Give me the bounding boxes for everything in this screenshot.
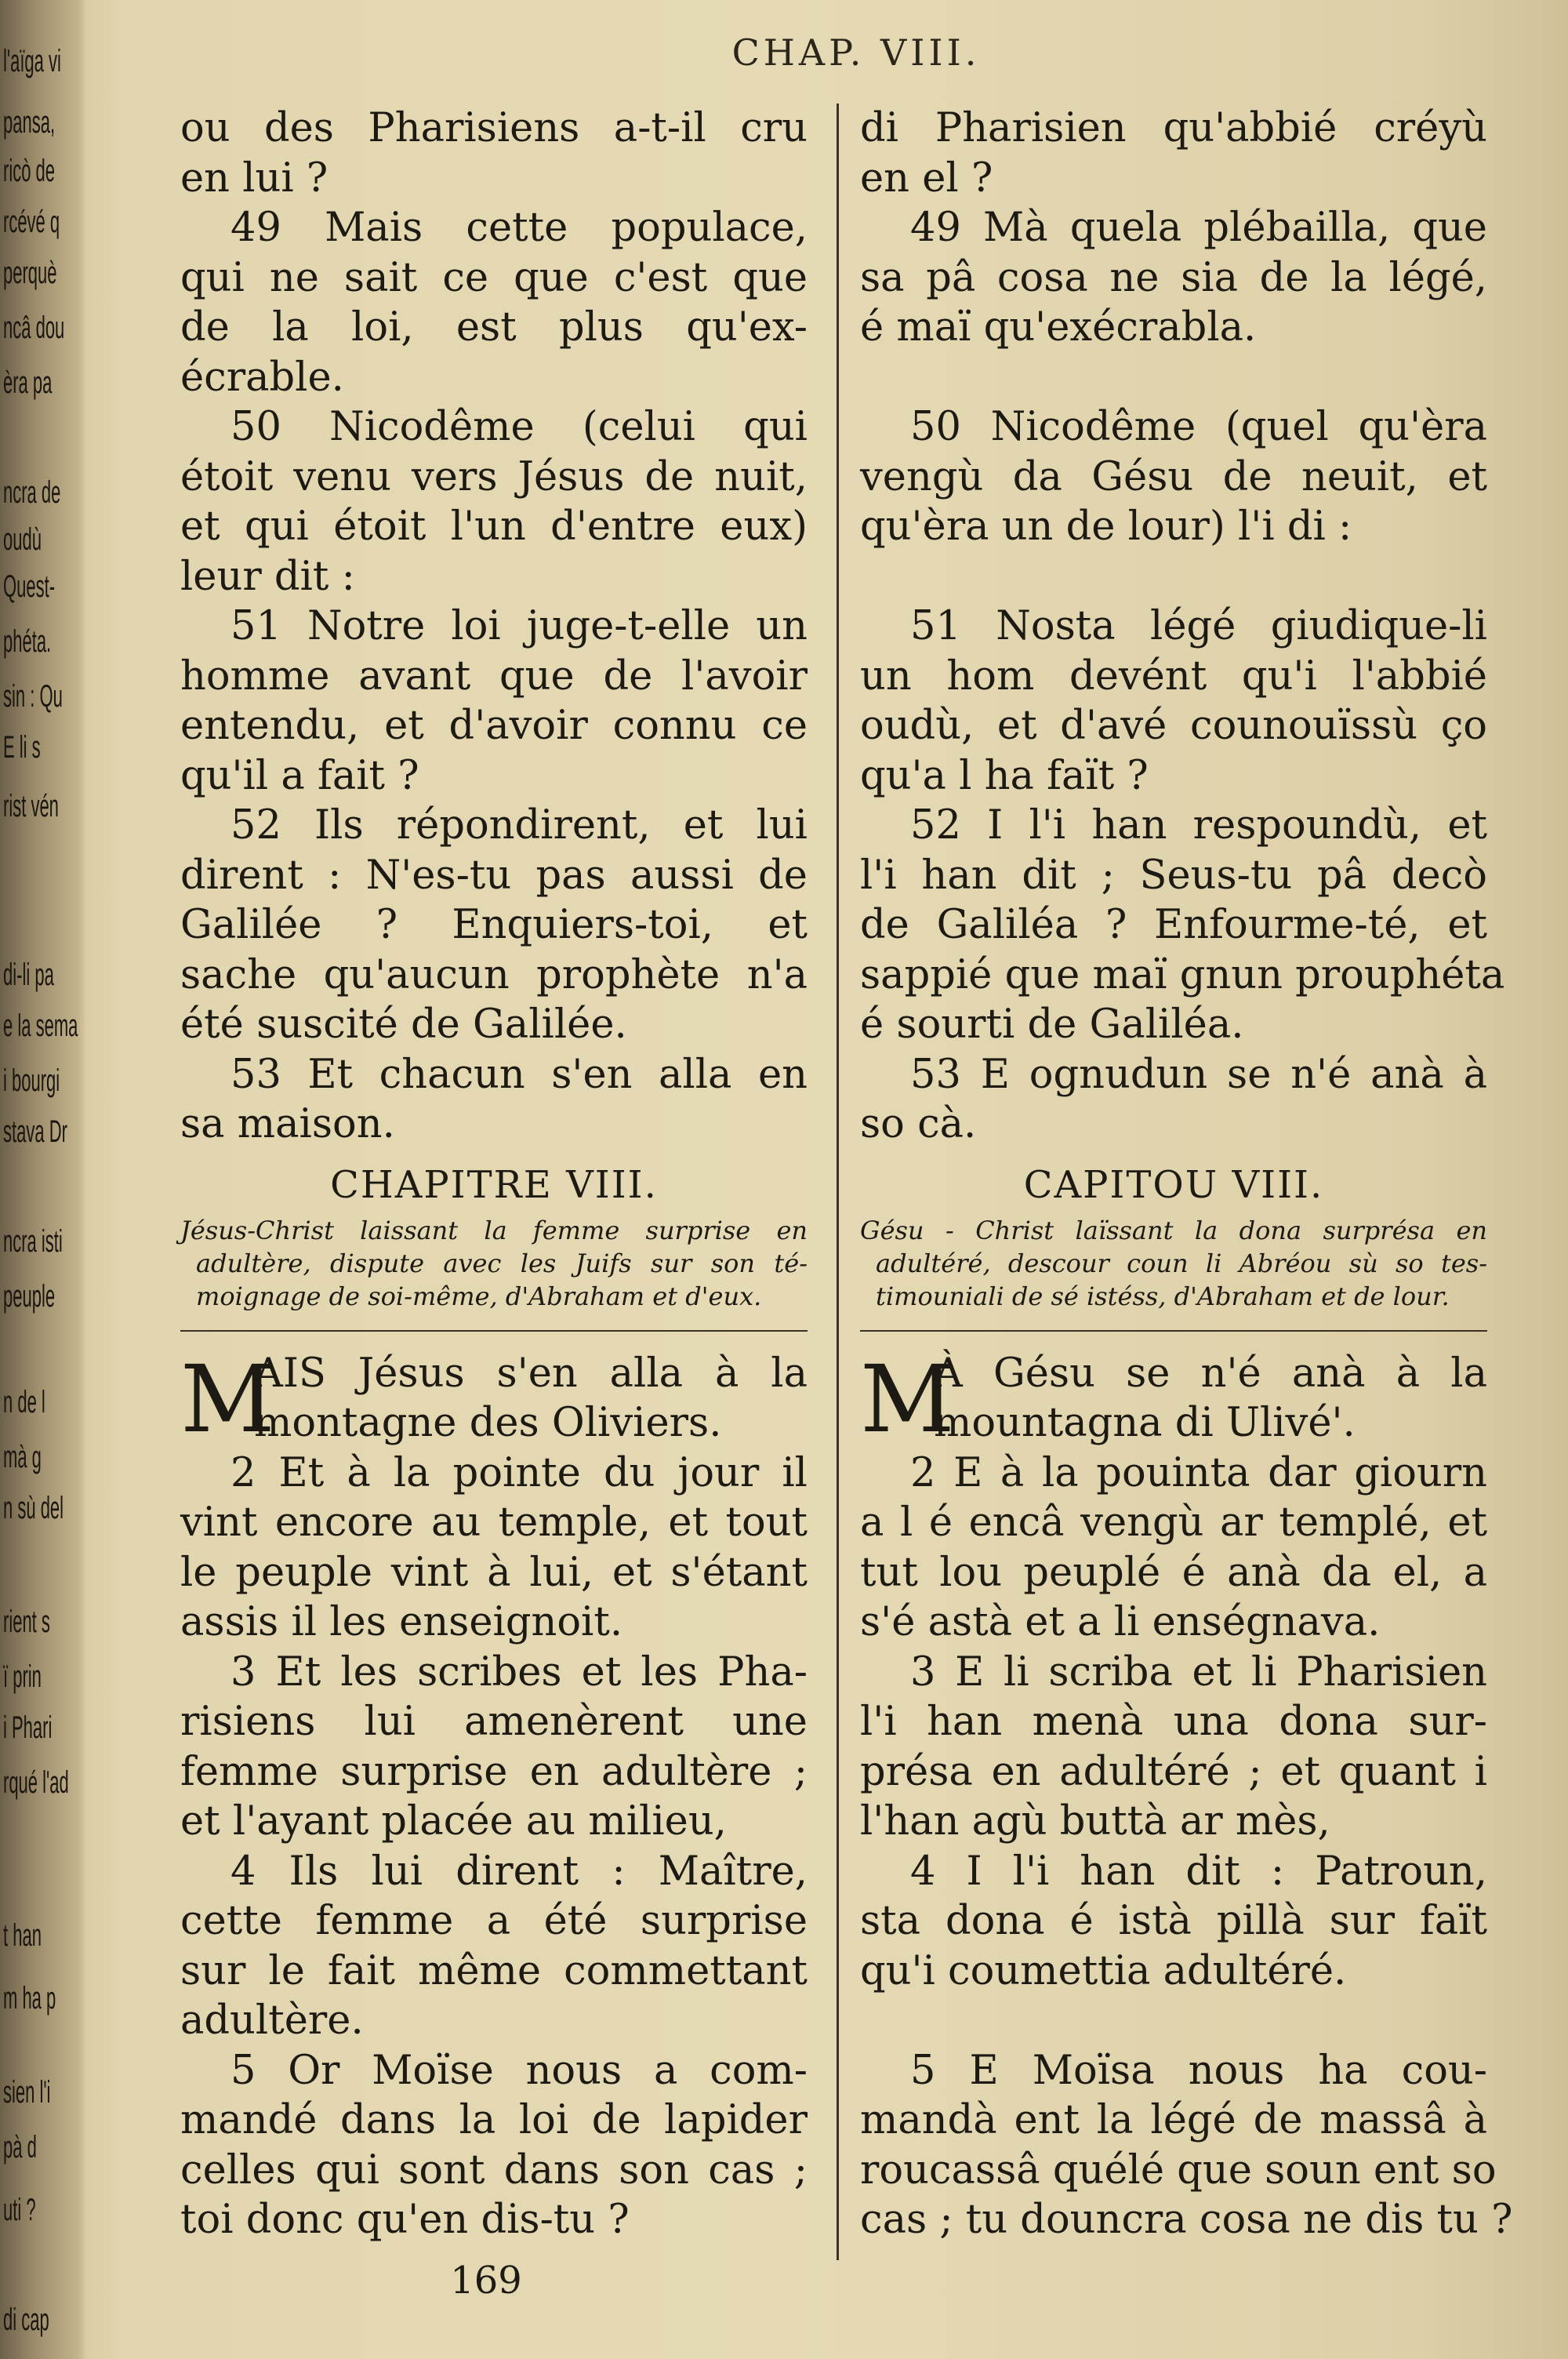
gutter-fragment: i bourgi: [3, 1063, 60, 1098]
verse-line: 5 E Moïsa nous ha cou-: [910, 2047, 1487, 2094]
text-line: mandà ent la légé de massâ à: [860, 2097, 1487, 2143]
verse-line: 51 Nosta légé giudique-li: [910, 603, 1487, 649]
gutter-fragment: phéta.: [3, 624, 52, 659]
verse-line: 50 Nicodême (celui qui: [230, 404, 808, 450]
verse-line: 53 E ognudun se n'é anà à: [910, 1051, 1487, 1098]
verse-line: 5 Or Moïse nous a com-: [230, 2047, 808, 2094]
summary-divider: [180, 1313, 808, 1332]
text-line: en el ?: [860, 154, 993, 202]
gutter-fragment: oudù: [3, 522, 42, 557]
text-line: sa pâ cosa ne sia de la légé,: [860, 254, 1487, 301]
french-column: [180, 104, 808, 2245]
gutter-fragment: sien l'i: [3, 2075, 51, 2110]
verse-line: 53 Et chacun s'en alla en: [230, 1051, 808, 1098]
verse-line: 2 Et à la pointe du jour il: [230, 1449, 808, 1496]
gutter-fragment: i Phari: [3, 1710, 53, 1745]
gutter-fragment: ï prin: [3, 1659, 42, 1694]
text-line: entendu, et d'avoir connu ce: [180, 703, 808, 749]
text-line: celles qui sont dans son cas ;: [180, 2146, 808, 2194]
text-line: qu'a l ha faït ?: [860, 752, 1149, 799]
text-line: mandé dans la loi de lapider: [180, 2097, 808, 2143]
text-line: et qui étoit l'un d'entre eux): [180, 503, 808, 550]
text-line: l'i han dit ; Seus-tu pâ decò: [860, 852, 1487, 899]
text-line: qui ne sait ce que c'est que: [180, 254, 808, 301]
text-line: femme surprise en adultère ;: [180, 1748, 808, 1795]
chapter-opening: [860, 1344, 1487, 1453]
gutter-fragment: peuple: [3, 1279, 56, 1314]
text-line: cas ; tu douncra cosa ne dis tu ?: [860, 2197, 1513, 2243]
text-line: sta dona é istà pillà sur faït: [860, 1898, 1487, 1944]
gutter-fragment: t han: [3, 1918, 42, 1953]
chapter-title: CHAPITRE VIII.: [330, 1162, 658, 1207]
text-line: sache qu'aucun prophète n'a: [180, 951, 808, 998]
text-line: adultère.: [180, 1997, 364, 2044]
gutter-fragment: ncra de: [3, 475, 61, 510]
verse-line: 3 E li scriba et li Pharisien: [910, 1648, 1487, 1696]
text-line: ou des Pharisiens a-t-il cru: [180, 105, 808, 151]
text-line: le peuple vint à lui, et s'étant: [180, 1549, 808, 1596]
text-line: vengù da Gésu de neuit, et: [860, 453, 1487, 500]
gutter-fragment: E li s: [3, 730, 41, 765]
text-line: présa en adultéré ; et quant i: [860, 1748, 1487, 1795]
text-line: risiens lui amenèrent une: [180, 1699, 808, 1745]
gutter-fragment: rqué l'ad: [3, 1765, 69, 1800]
verse-line: 52 I l'i han respoundù, et: [910, 802, 1487, 849]
verse-line: 49 Mais cette populace,: [230, 205, 808, 251]
text-line: en lui ?: [180, 154, 328, 202]
chapter-summary-line: timouniali de sé istéss, d'Abraham et de lour.: [876, 1281, 1450, 1311]
gutter-fragment: l'aïga vi: [3, 44, 61, 78]
drop-cap: M: [860, 1344, 955, 1453]
text-line: cette femme a été surprise: [180, 1898, 808, 1944]
text-line: écrable.: [180, 354, 344, 401]
text-line: a l é encâ vengù ar templé, et: [860, 1499, 1487, 1546]
gutter-fragment: ncra isti: [3, 1224, 63, 1259]
gutter-fragment: perquè: [3, 256, 57, 290]
text-line: assis il les enseignoit.: [180, 1599, 623, 1645]
text-line: sa maison.: [180, 1101, 395, 1147]
verse-line: 52 Ils répondirent, et lui: [230, 802, 808, 849]
text-line: homme avant que de l'avoir: [180, 652, 808, 700]
verse-line: 49 Mà quela plébailla, que: [910, 205, 1487, 251]
summary-divider: [860, 1313, 1487, 1332]
text-line: de la loi, est plus qu'ex-: [180, 304, 808, 351]
text-line: un hom devént qu'i l'abbié: [860, 652, 1487, 700]
gutter-fragment: uti ?: [3, 2193, 36, 2227]
chapter-summary-line: Jésus-Christ laissant la femme surprise en: [180, 1215, 808, 1245]
gutter-fragment: stava Dr: [3, 1114, 67, 1149]
blank-line: [860, 1996, 1487, 2046]
column-divider: [837, 104, 839, 2260]
chapter-opening: [180, 1344, 808, 1453]
verse-line: 50 Nicodême (quel qu'èra: [910, 404, 1487, 450]
gutter-fragment: sin : Qu: [3, 679, 63, 714]
gutter-fragment: di-li pa: [3, 958, 54, 992]
text-line: vint encore au temple, et tout: [180, 1499, 808, 1546]
provencal-column: [860, 104, 1513, 2245]
gutter-fragment: e la sema: [3, 1009, 78, 1043]
text-line: toi donc qu'en dis-tu ?: [180, 2197, 630, 2243]
text-line: é maï qu'exécrabla.: [860, 304, 1257, 351]
gutter-fragment: rcévé q: [3, 205, 60, 239]
chapter-summary-line: Gésu - Christ laïssant la dona surprésa en: [860, 1215, 1487, 1245]
gutter-fragment: m ha p: [3, 1981, 56, 2016]
chapter-title: CAPITOU VIII.: [1023, 1162, 1324, 1207]
text-line: di Pharisien qu'abbié créyù: [860, 105, 1487, 151]
text-line: de Galiléa ? Enfourme-té, et: [860, 902, 1487, 948]
text-line: roucassâ quélé que soun ent so: [860, 2146, 1497, 2194]
gutter-fragment: ncâ dou: [3, 311, 65, 345]
verse-line: 51 Notre loi juge-t-elle un: [230, 603, 808, 649]
chapter-summary-line: moignage de soi-même, d'Abraham et d'eux.: [196, 1281, 762, 1311]
drop-cap: M: [180, 1344, 275, 1453]
text-line: été suscité de Galilée.: [180, 1001, 627, 1048]
text-line: mountagna di Ulivé'.: [934, 1400, 1356, 1446]
text-line: qu'i coumettia adultéré.: [860, 1947, 1347, 1994]
blank-line: [860, 353, 1487, 403]
chapter-summary-line: adultéré, descour coun li Abréou sù so tes-: [876, 1248, 1487, 1278]
gutter-fragment: n de l: [3, 1385, 45, 1419]
gutter-fragment: rient s: [3, 1605, 50, 1639]
chapter-summary-line: adultère, dispute avec les Juifs sur son té-: [196, 1248, 808, 1278]
text-line: é sourti de Galiléa.: [860, 1001, 1244, 1048]
text-line: dirent : N'es-tu pas aussi de: [180, 852, 808, 899]
text-line: sur le fait même commettant: [180, 1947, 808, 1994]
blank-line: [860, 552, 1487, 602]
text-line: l'i han menà una dona sur-: [860, 1699, 1487, 1745]
text-line: montagne des Oliviers.: [254, 1400, 722, 1446]
gutter-fragment: rist vén: [3, 789, 59, 823]
verse-line: 4 I l'i han dit : Patroun,: [910, 1848, 1487, 1895]
text-line: sappié que maï gnun prouphéta: [860, 951, 1505, 998]
gutter-fragment: n sù del: [3, 1491, 64, 1525]
gutter-fragment: mà g: [3, 1440, 42, 1474]
text-line: oudù, et d'avé counouïssù ço: [860, 703, 1487, 749]
gutter-fragment: pansa,: [3, 105, 56, 140]
gutter-fragment: Quest-: [3, 569, 56, 604]
gutter-fragment: èra pa: [3, 365, 53, 400]
text-line: so cà.: [860, 1101, 977, 1147]
text-line: qu'il a fait ?: [180, 752, 419, 799]
text-line: et l'ayant placée au milieu,: [180, 1798, 727, 1845]
page-number: 169: [450, 2259, 522, 2303]
running-head: CHAP. VIII.: [731, 31, 981, 74]
facing-page-gutter: [0, 0, 86, 2359]
gutter-fragment: ricò de: [3, 154, 56, 188]
text-line: leur dit :: [180, 553, 355, 600]
text-line: étoit venu vers Jésus de nuit,: [180, 453, 808, 500]
text-line: tut lou peuplé é anà da el, a: [860, 1549, 1487, 1596]
text-line: AIS Jésus s'en alla à la: [254, 1350, 808, 1397]
text-line: l'han agù buttà ar mès,: [860, 1798, 1330, 1845]
gutter-fragment: pà d: [3, 2130, 37, 2165]
verse-line: 3 Et les scribes et les Pha-: [230, 1648, 808, 1696]
verse-line: 2 E à la pouinta dar giourn: [910, 1449, 1487, 1496]
text-line: qu'èra un de lour) l'i di :: [860, 503, 1352, 550]
text-line: Galilée ? Enquiers-toi, et: [180, 902, 808, 948]
text-line: À Gésu se n'é anà à la: [934, 1350, 1487, 1397]
verse-line: 4 Ils lui dirent : Maître,: [230, 1848, 808, 1895]
text-line: s'é astà et a li enségnava.: [860, 1599, 1381, 1645]
gutter-fragment: di cap: [3, 2303, 49, 2337]
